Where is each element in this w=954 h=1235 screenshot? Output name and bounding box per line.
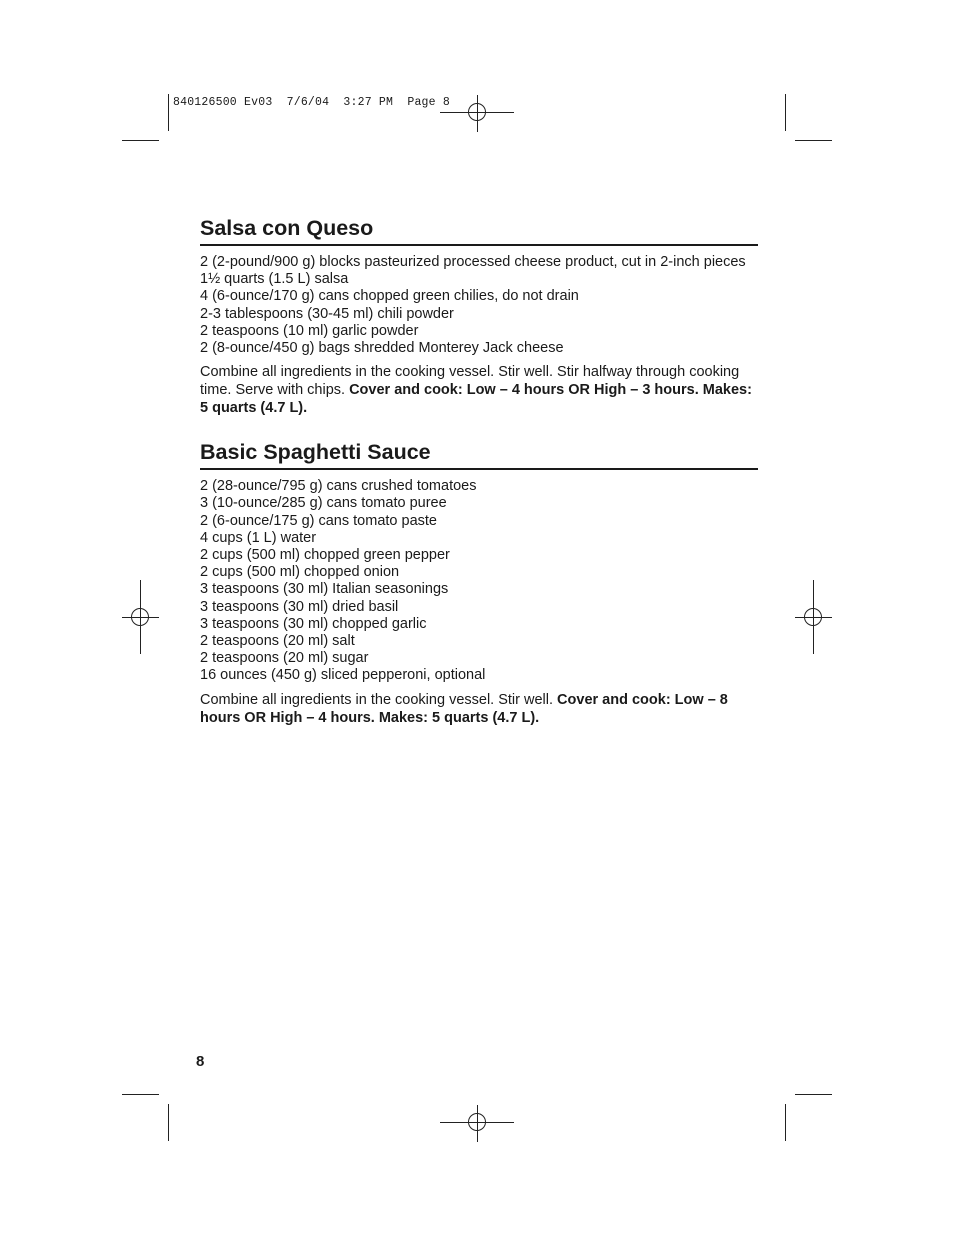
ingredient-list — [200, 254, 758, 357]
cook-instructions: Cover and cook: Low – 8 hours OR High – 4 hours. Makes: 5 quarts (4.7 L). — [200, 691, 728, 726]
recipe-salsa-con-queso — [200, 214, 758, 417]
ingredient-item: 1½ quarts (1.5 L) salsa — [200, 271, 349, 288]
ingredient-item: 3 teaspoons (30 ml) chopped garlic — [200, 615, 427, 632]
ingredient-item: 3 (10-ounce/285 g) cans tomato puree — [200, 495, 447, 512]
ingredient-item: 2 cups (500 ml) chopped green pepper — [200, 547, 450, 564]
ingredient-item: 16 ounces (450 g) sliced pepperoni, optional — [200, 667, 486, 684]
ingredient-item: 2 teaspoons (20 ml) sugar — [200, 650, 369, 667]
method-text: Combine all ingredients in the cooking vessel. Stir well. Stir halfway through cooking time. Serve with chips. — [200, 364, 740, 399]
ingredient-item: 3 teaspoons (30 ml) Italian seasonings — [200, 581, 449, 598]
ingredient-item: 4 (6-ounce/170 g) cans chopped green chilies, do not drain — [200, 288, 579, 305]
recipe-title: Salsa con Queso — [200, 214, 758, 246]
ingredient-item: 2 (8-ounce/450 g) bags shredded Monterey Jack cheese — [200, 340, 564, 357]
print-slug: 840126500 Ev03 7/6/04 3:27 PM Page 8 — [173, 96, 450, 109]
ingredient-item: 2 cups (500 ml) chopped onion — [200, 564, 400, 581]
page-content — [200, 214, 758, 727]
recipe-title: Basic Spaghetti Sauce — [200, 438, 758, 470]
page-number: 8 — [196, 1053, 205, 1070]
method-text: Combine all ingredients in the cooking vessel. Stir well. — [200, 691, 558, 708]
recipe-basic-spaghetti-sauce — [200, 438, 758, 726]
cook-instructions: Cover and cook: Low – 4 hours OR High – 3 hours. Makes: 5 quarts (4.7 L). — [200, 382, 752, 417]
ingredient-item: 3 teaspoons (30 ml) dried basil — [200, 598, 399, 615]
ingredient-item: 2 (28-ounce/795 g) cans crushed tomatoes — [200, 478, 477, 495]
ingredient-item: 4 cups (1 L) water — [200, 529, 317, 546]
recipe-method — [200, 691, 758, 727]
recipe-method — [200, 363, 758, 417]
ingredient-item: 2 teaspoons (10 ml) garlic powder — [200, 322, 419, 339]
ingredient-list — [200, 478, 758, 684]
ingredient-item: 2 teaspoons (20 ml) salt — [200, 633, 355, 650]
ingredient-item: 2-3 tablespoons (30-45 ml) chili powder — [200, 305, 454, 322]
ingredient-item: 2 (2-pound/900 g) blocks pasteurized processed cheese product, cut in 2-inch pieces — [200, 254, 746, 270]
ingredient-item: 2 (6-ounce/175 g) cans tomato paste — [200, 512, 437, 529]
